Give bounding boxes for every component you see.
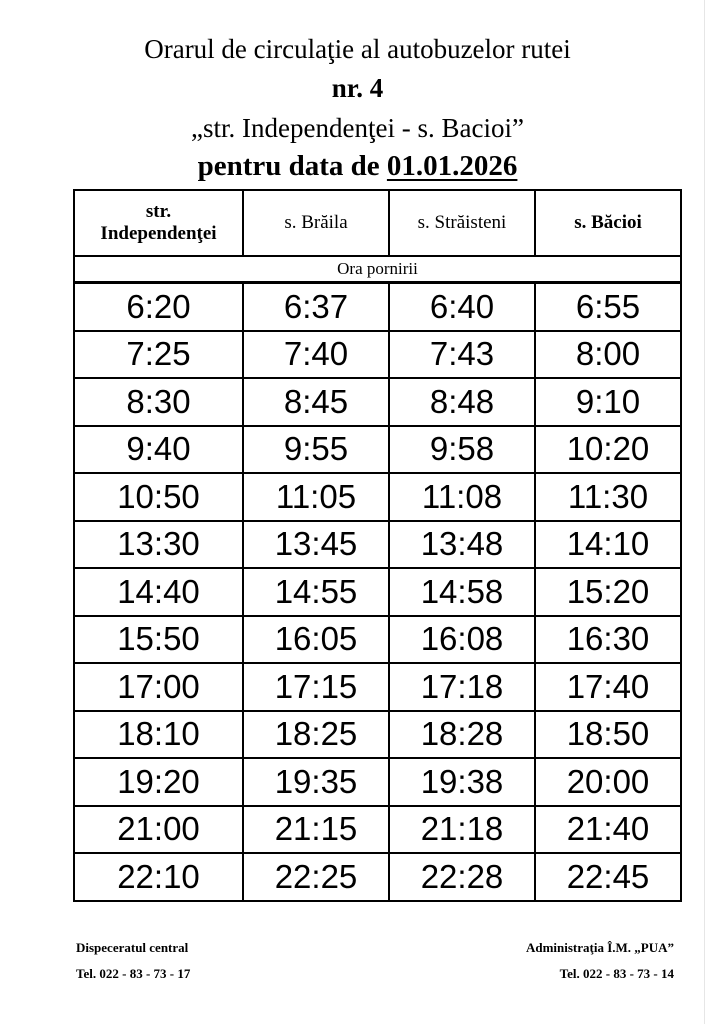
time-cell: 16:30 xyxy=(535,616,681,664)
time-cell: 11:08 xyxy=(389,473,535,521)
time-cell: 10:20 xyxy=(535,426,681,474)
departure-time-label: Ora pornirii xyxy=(74,256,681,283)
subheader-row xyxy=(74,256,681,283)
time-cell: 8:48 xyxy=(389,378,535,426)
time-cell: 17:18 xyxy=(389,663,535,711)
time-cell: 7:25 xyxy=(74,331,243,379)
column-header-row xyxy=(74,190,681,256)
dispatch-center-phone: Tel. 022 - 83 - 73 - 17 xyxy=(76,966,191,981)
time-cell: 9:55 xyxy=(243,426,389,474)
time-cell: 9:40 xyxy=(74,426,243,474)
time-cell: 17:40 xyxy=(535,663,681,711)
time-cell: 22:28 xyxy=(389,853,535,901)
time-cell: 19:35 xyxy=(243,758,389,806)
time-cell: 17:15 xyxy=(243,663,389,711)
time-cell: 10:50 xyxy=(74,473,243,521)
time-cell: 13:30 xyxy=(74,521,243,569)
time-cell: 21:18 xyxy=(389,806,535,854)
column-header-braila: s. Brăila xyxy=(243,190,389,256)
time-cell: 6:55 xyxy=(535,283,681,331)
time-cell: 7:43 xyxy=(389,331,535,379)
time-cell: 16:08 xyxy=(389,616,535,664)
document-title: Orarul de circulaţie al autobuzelor rutei xyxy=(144,34,571,64)
time-cell: 11:05 xyxy=(243,473,389,521)
time-cell: 7:40 xyxy=(243,331,389,379)
table-row xyxy=(74,426,681,474)
time-cell: 22:25 xyxy=(243,853,389,901)
time-cell: 14:55 xyxy=(243,568,389,616)
table-row xyxy=(74,521,681,569)
time-cell: 8:30 xyxy=(74,378,243,426)
timetable xyxy=(73,189,682,902)
time-cell: 14:40 xyxy=(74,568,243,616)
time-cell: 14:58 xyxy=(389,568,535,616)
time-cell: 18:50 xyxy=(535,711,681,759)
time-cell: 6:37 xyxy=(243,283,389,331)
time-cell: 21:15 xyxy=(243,806,389,854)
time-cell: 14:10 xyxy=(535,521,681,569)
dispatch-center-label: Dispeceratul central xyxy=(76,940,189,955)
time-cell: 21:00 xyxy=(74,806,243,854)
administration-phone: Tel. 022 - 83 - 73 - 14 xyxy=(559,966,674,981)
date-prefix: pentru data de xyxy=(197,150,387,182)
time-cell: 15:50 xyxy=(74,616,243,664)
time-cell: 13:45 xyxy=(243,521,389,569)
time-cell: 18:28 xyxy=(389,711,535,759)
table-row xyxy=(74,568,681,616)
table-row xyxy=(74,806,681,854)
route-number: nr. 4 xyxy=(331,73,384,103)
time-cell: 16:05 xyxy=(243,616,389,664)
column-header-bacioi: s. Băcioi xyxy=(535,190,681,256)
schedule-date: 01.01.2026 xyxy=(386,150,518,182)
time-cell: 6:20 xyxy=(74,283,243,331)
time-cell: 22:10 xyxy=(74,853,243,901)
route-name: „str. Independenţei - s. Bacioi” xyxy=(191,113,524,143)
time-cell: 18:10 xyxy=(74,711,243,759)
time-cell: 21:40 xyxy=(535,806,681,854)
table-row xyxy=(74,283,681,331)
table-row xyxy=(74,711,681,759)
time-cell: 15:20 xyxy=(535,568,681,616)
table-row xyxy=(74,378,681,426)
column-header-line2: Independenţei xyxy=(100,223,217,244)
time-cell: 19:38 xyxy=(389,758,535,806)
time-cell: 17:00 xyxy=(74,663,243,711)
time-cell: 13:48 xyxy=(389,521,535,569)
time-cell: 20:00 xyxy=(535,758,681,806)
time-cell: 8:45 xyxy=(243,378,389,426)
column-header-line1: str. xyxy=(145,201,172,222)
time-cell: 18:25 xyxy=(243,711,389,759)
time-cell: 9:10 xyxy=(535,378,681,426)
time-cell: 19:20 xyxy=(74,758,243,806)
time-cell: 9:58 xyxy=(389,426,535,474)
column-header-straisteni: s. Străisteni xyxy=(389,190,535,256)
table-row xyxy=(74,331,681,379)
table-row xyxy=(74,758,681,806)
time-cell: 22:45 xyxy=(535,853,681,901)
table-row xyxy=(74,473,681,521)
table-row xyxy=(74,853,681,901)
table-row xyxy=(74,616,681,664)
time-cell: 6:40 xyxy=(389,283,535,331)
time-cell: 8:00 xyxy=(535,331,681,379)
administration-label: Administraţia Î.M. „PUA” xyxy=(525,940,674,955)
time-cell: 11:30 xyxy=(535,473,681,521)
column-header-independentei xyxy=(74,190,243,256)
table-row xyxy=(74,663,681,711)
date-line xyxy=(0,149,715,183)
